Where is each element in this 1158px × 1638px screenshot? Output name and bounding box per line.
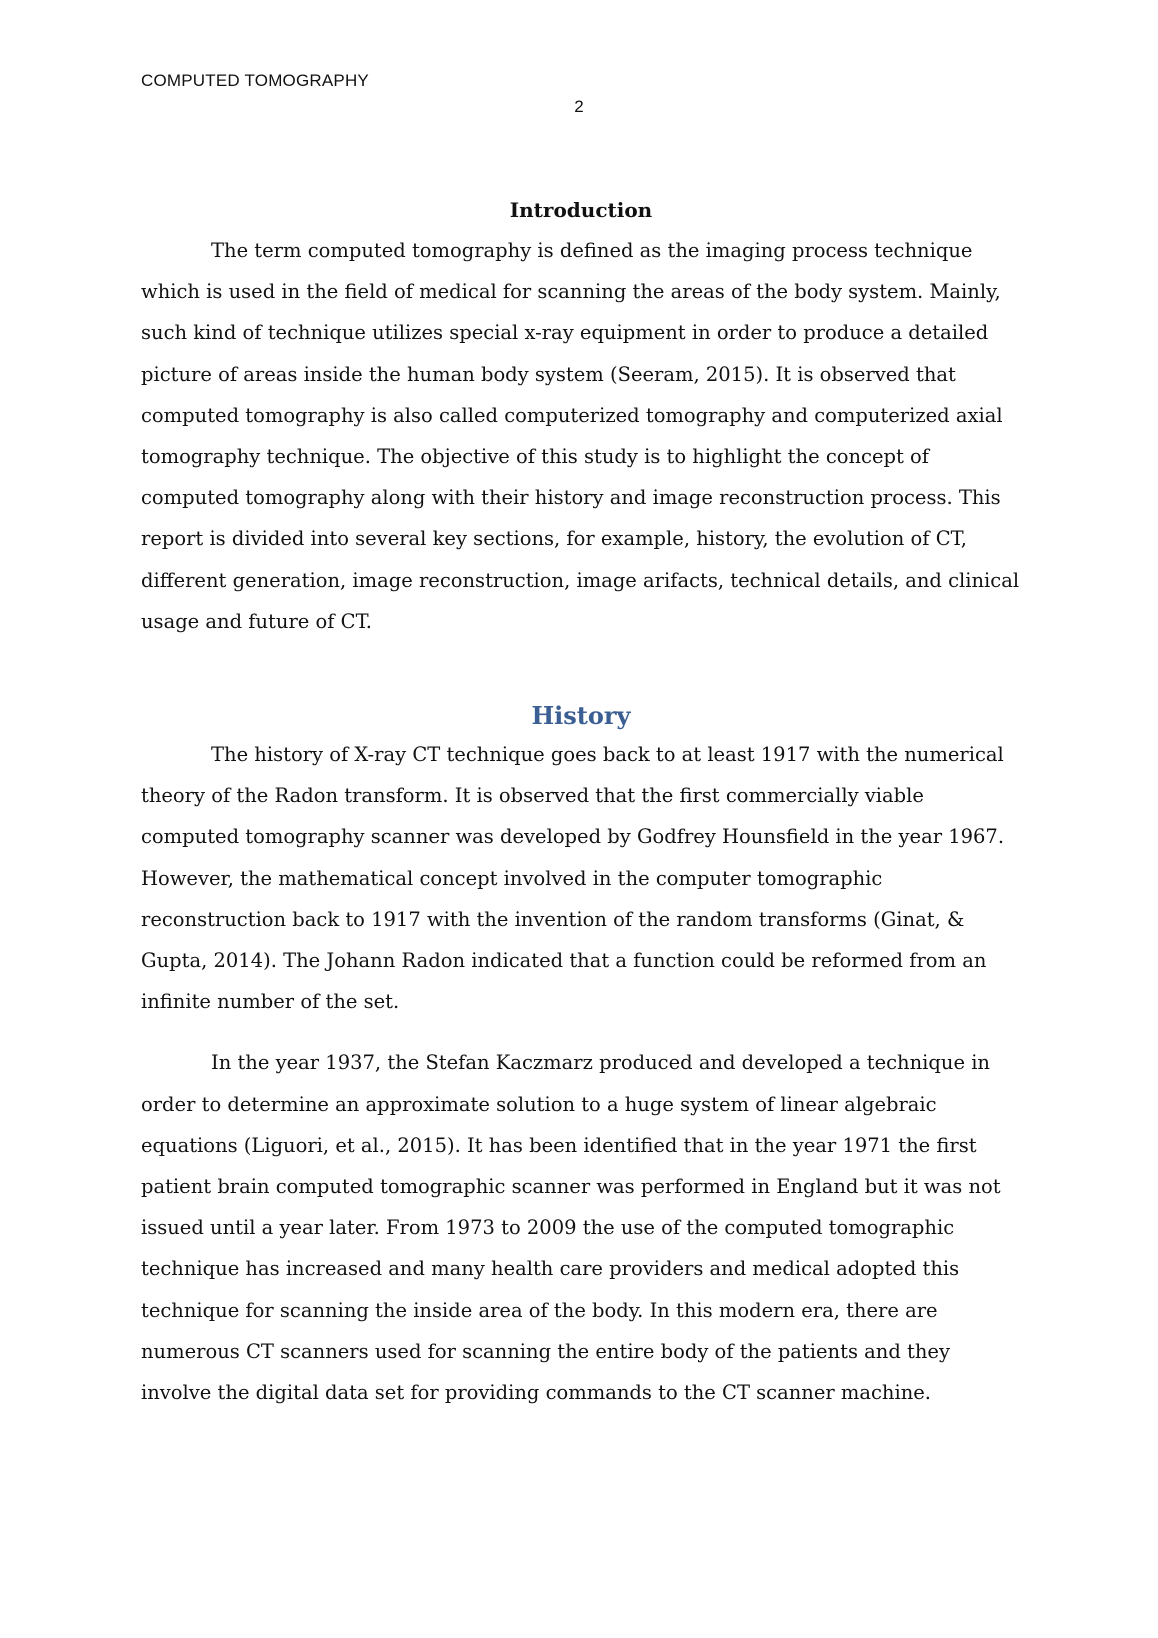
paragraph-history-2: In the year 1937, the Stefan Kaczmarz produced and developed a technique in order to determine an approximate solution to a huge system of linear algebraic equations (Liguori, et al., 2015). It has been identified that in the year 1971 the first patient brain computed tomographic scanner was performed in England but it was not issued until a year later. From 1973 to 2009 the use of the computed tomographic technique has increased and many health care providers and medical adopted this technique for scanning the inside area of the body. In this modern era, there are numerous CT scanners used for scanning the entire body of the patients and they involve the digital data set for providing commands to the CT scanner machine. [141, 1051, 1001, 1405]
document-body [141, 190, 1021, 1413]
page-number: 2 [574, 97, 584, 116]
running-head: COMPUTED TOMOGRAPHY [141, 71, 369, 90]
section-heading-history: History [531, 701, 631, 731]
paragraph-introduction-1: The term computed tomography is defined as the imaging process technique which is used in the field of medical for scanning the areas of the body system. Mainly, such kind of technique utilizes special x-ray equipment in order to produce a detailed picture of areas inside the human body system (Seeram, 2015). It is observed that computed tomography is also called computerized tomography and computerized axial tomography technique. The objective of this study is to highlight the concept of computed tomography along with their history and image reconstruction process. This report is divided into several key sections, for example, history, the evolution of CT, different generation, image reconstruction, image arifacts, technical details, and clinical usage and future of CT. [141, 239, 1020, 633]
paragraph-history-1: The history of X-ray CT technique goes back to at least 1917 with the numerical theory of the Radon transform. It is observed that the first commercially viable computed tomography scanner was developed by Godfrey Hounsfield in the year 1967. However, the mathematical concept involved in the computer tomographic reconstruction back to 1917 with the invention of the random transforms (Ginat, & Gupta, 2014). The Johann Radon indicated that a function could be reformed from an infinite number of the set. [141, 743, 1005, 1014]
section-heading-introduction: Introduction [509, 198, 653, 222]
